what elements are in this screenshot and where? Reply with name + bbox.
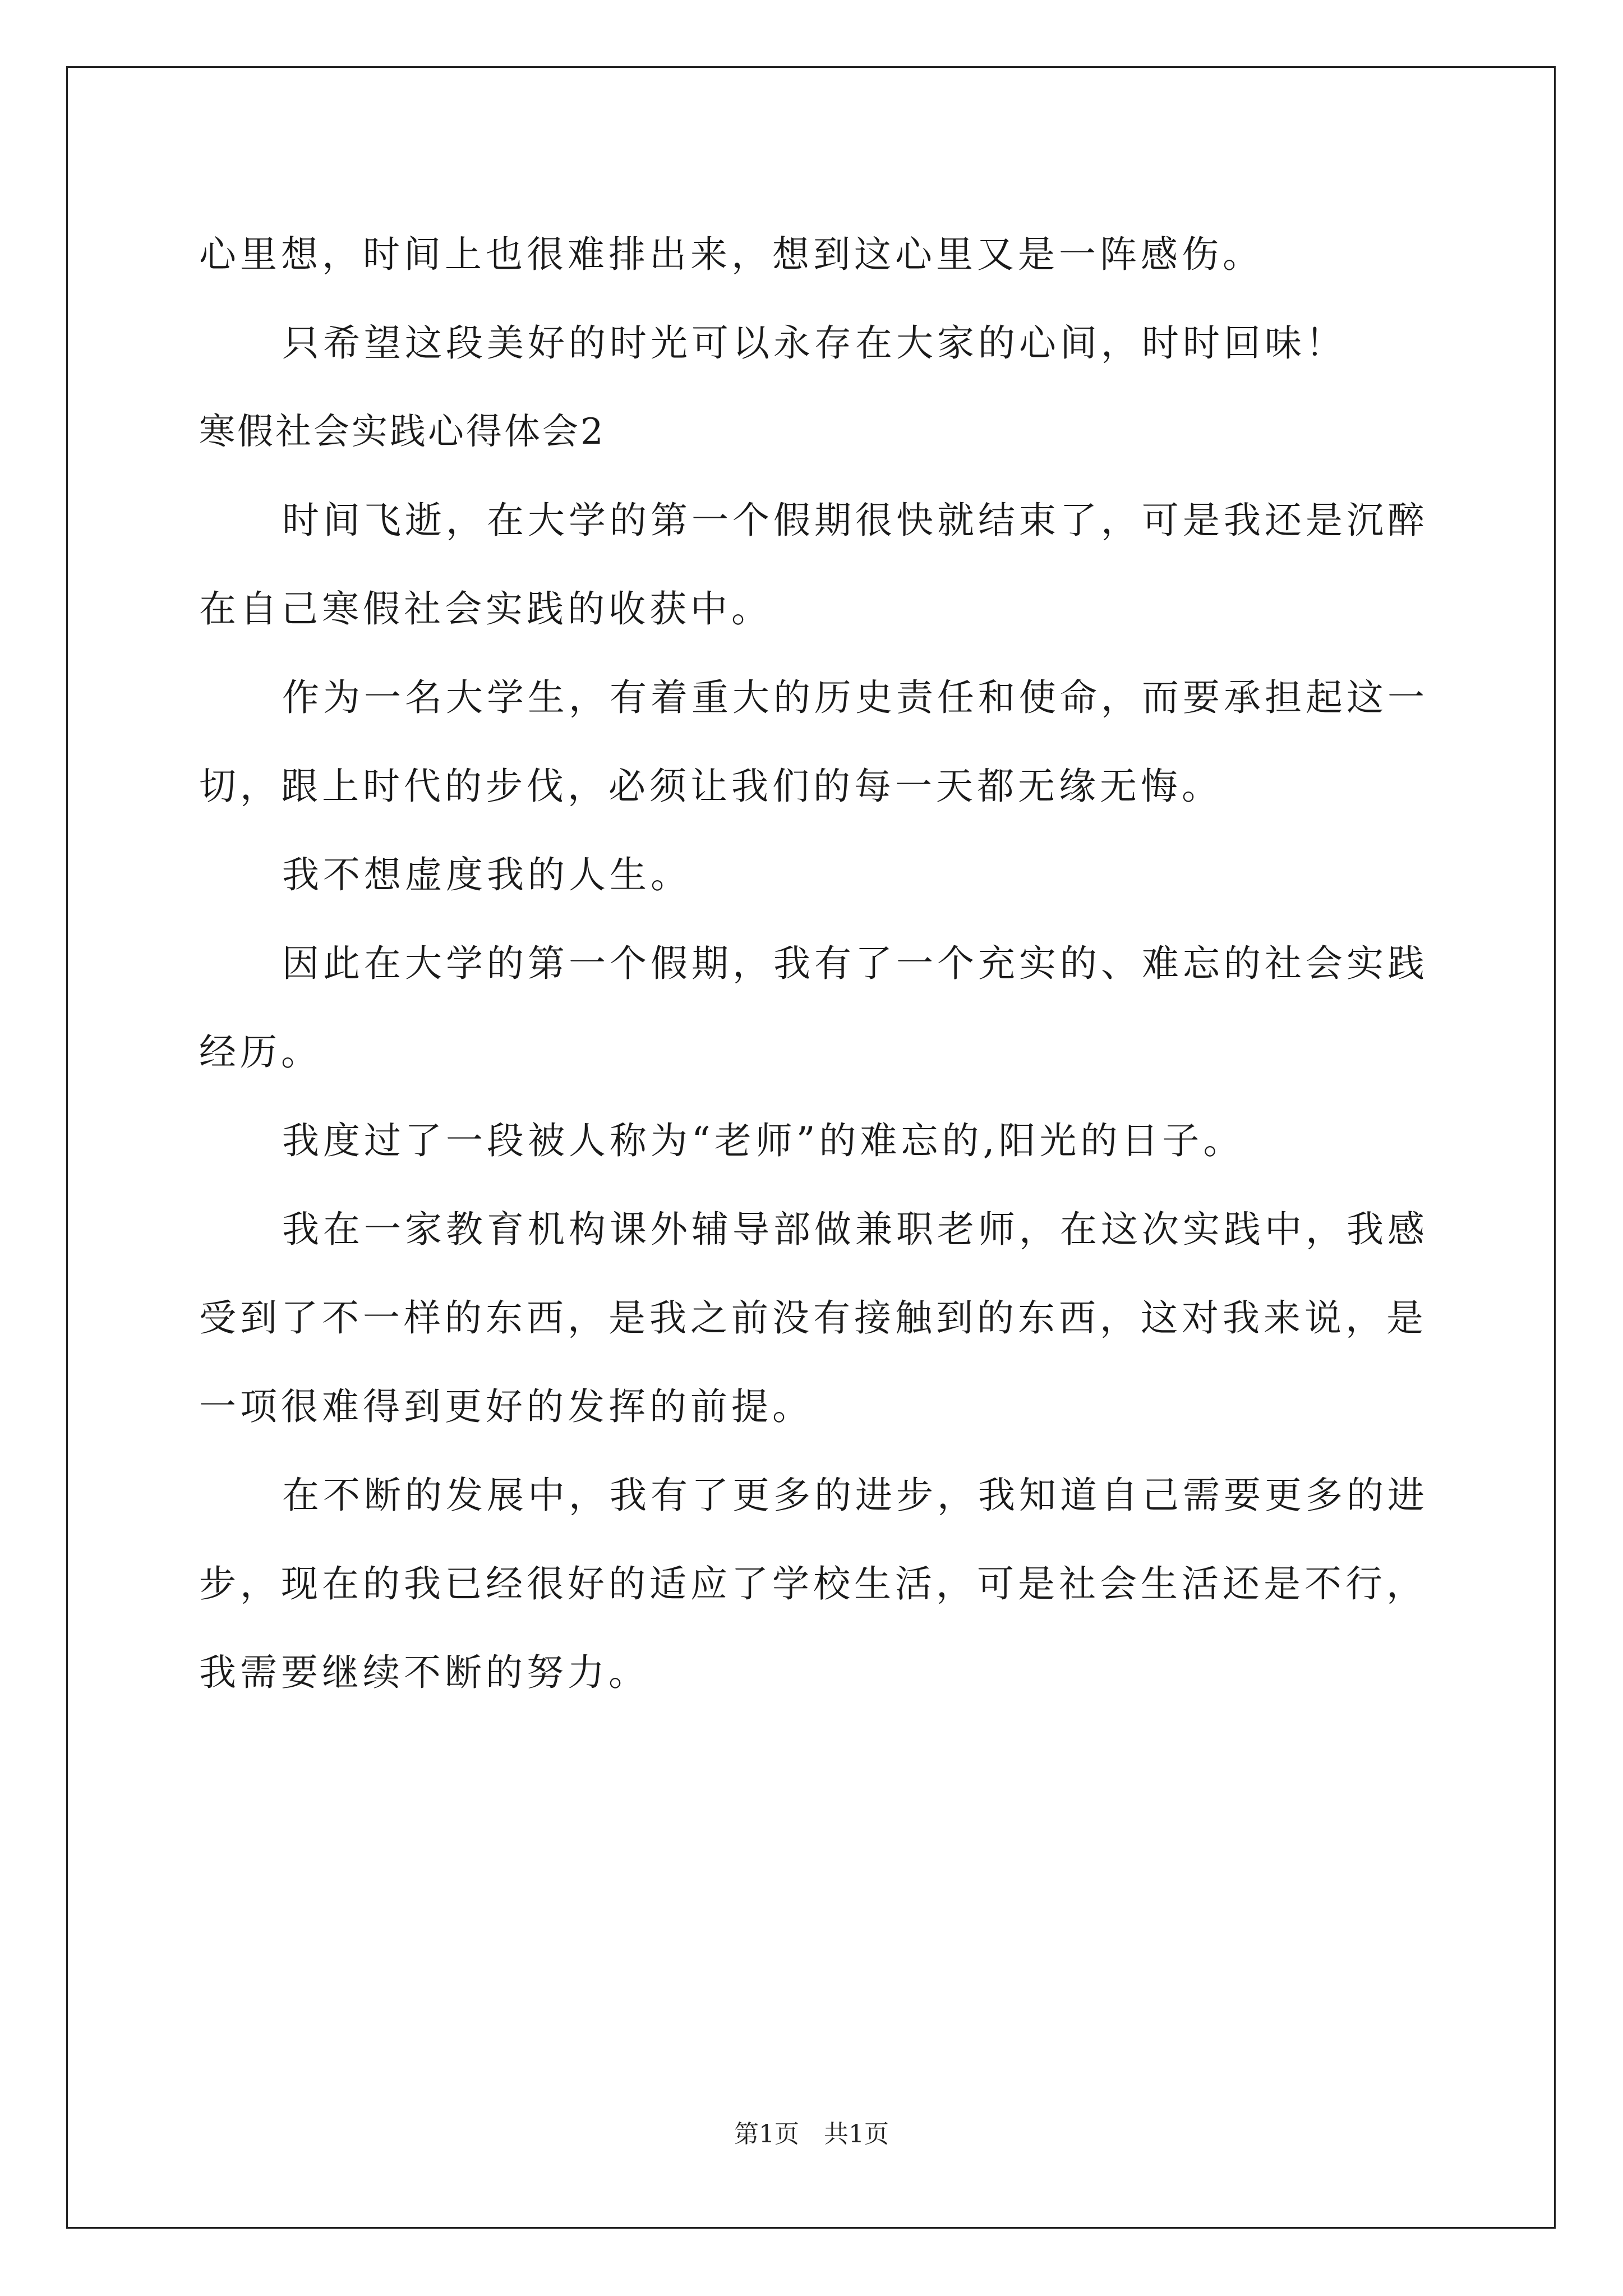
page-total: 共1页 [824, 2120, 889, 2148]
text-line: 在自己寒假社会实践的收获中。 [199, 587, 772, 631]
page-number: 第1页 [734, 2120, 799, 2148]
text-line: 作为一名大学生，有着重大的历史责任和使命，而要承担起这一 [282, 676, 1428, 719]
text-line: 我度过了一段被人称为“老师”的难忘的,阳光的日子。 [282, 1119, 1244, 1162]
text-line: 切，跟上时代的步伐，必须让我们的每一天都无缘无悔。 [199, 765, 1223, 808]
text-line: 在不断的发展中，我有了更多的进步，我知道自己需要更多的进 [282, 1474, 1428, 1517]
text-line: 我需要继续不断的努力。 [199, 1651, 649, 1694]
text-line: 我不想虚度我的人生。 [282, 853, 691, 896]
text-line: 步，现在的我已经很好的适应了学校生活，可是社会生活还是不行， [199, 1562, 1427, 1605]
text-line: 心里想，时间上也很难排出来，想到这心里又是一阵感伤。 [199, 233, 1264, 276]
section-heading: 寒假社会实践心得体会2 [199, 411, 606, 453]
text-line: 因此在大学的第一个假期，我有了一个充实的、难忘的社会实践 [282, 942, 1428, 985]
text-line: 经历。 [199, 1030, 322, 1074]
text-line: 一项很难得到更好的发挥的前提。 [199, 1385, 813, 1428]
text-line: 受到了不一样的东西，是我之前没有接触到的东西，这对我来说，是 [199, 1296, 1427, 1340]
page-footer [0, 2114, 1623, 2150]
text-line: 时间飞逝，在大学的第一个假期很快就结束了，可是我还是沉醉 [282, 499, 1428, 542]
text-line: 我在一家教育机构课外辅导部做兼职老师，在这次实践中，我感 [282, 1208, 1428, 1251]
document-body [199, 210, 1438, 1717]
text-line: 只希望这段美好的时光可以永存在大家的心间，时时回味！ [282, 321, 1347, 365]
